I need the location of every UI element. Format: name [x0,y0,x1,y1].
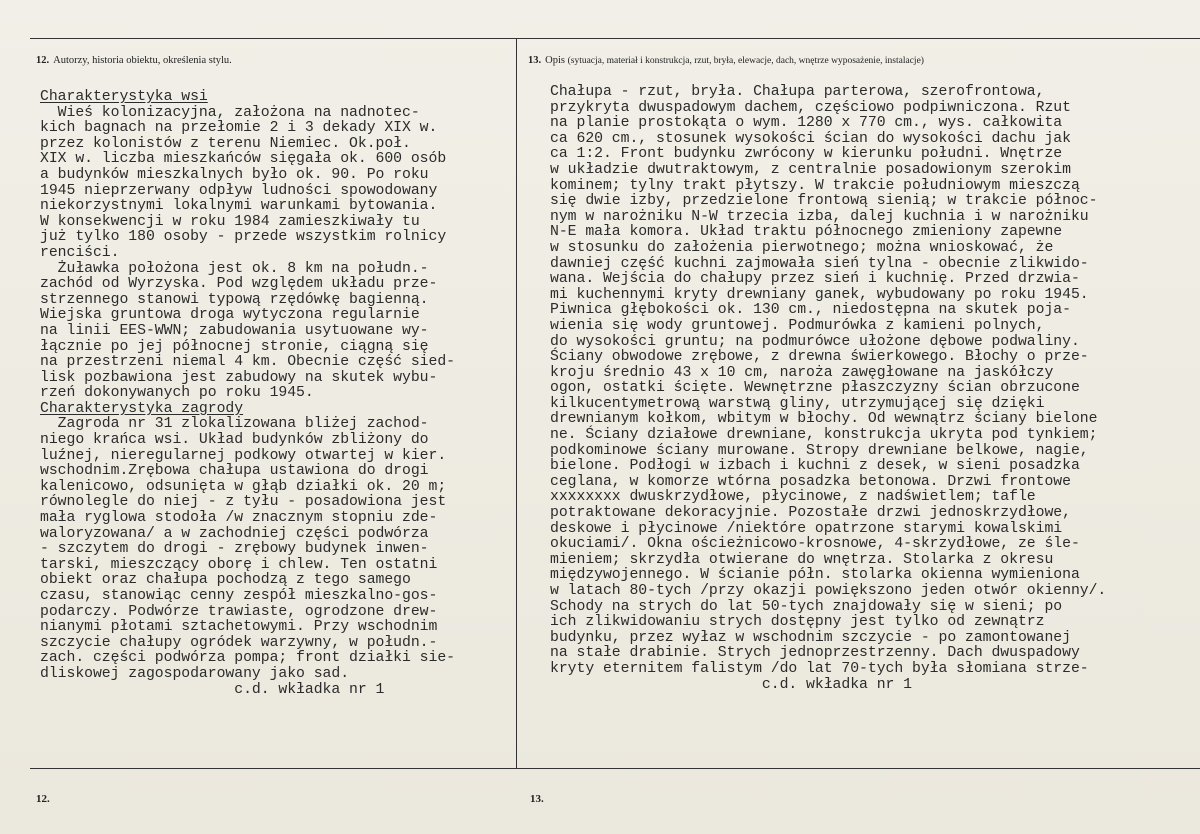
right-text-line: ca 620 cm., stosunek wysokości ścian do wysokości dachu jak [550,130,1071,147]
left-text-line: niego krańca wsi. Układ budynków zbliżony do [40,432,429,449]
right-text-line: przykryta dwuspadowym dachem, częściowo podpiwniczona. Rzut [550,99,1071,116]
left-text-line: Żuławka położona jest ok. 8 km na połudn.- [40,260,429,277]
left-text-line: Wiejska gruntowa droga wytyczona regularnie [40,307,420,324]
left-text-line: obiekt oraz chałupa pochodzą z tego samego [40,572,411,589]
left-typed-text [40,90,455,698]
right-text-line: Ściany obwodowe zrębowe, z drewna świerkowego. Błochy o prze- [550,349,1089,366]
left-text-line: już tylko 180 osoby - przede wszystkim rolnicy [40,229,447,246]
right-text-line: międzywojennego. W ścianie półn. stolarka okienna wymieniona [550,567,1080,584]
left-text-line: tarski, mieszczący oborę i chlew. Ten ostatni [40,556,438,573]
right-text-line: wienia się wody gruntowej. Podmurówka z kamieni polnych, [550,317,1045,334]
left-text-line: strzennego stanowi typową rzędówkę bagienną. [40,291,429,308]
right-text-line: ne. Ściany działowe drewniane, konstrukcja ukryta pod tynkiem; [550,427,1098,444]
right-text-line: bielone. Podłogi w izbach i kuchni z desek, w sieni posadzka [550,458,1080,475]
left-text-line: - szczytem do drogi - zrębowy budynek inwen- [40,541,429,558]
right-text-line: kryty eternitem falistym /do lat 70-tych była słomiana strze- [550,660,1089,677]
right-text-line: budynku, przez wyłaz w wschodnim szczycie - po zamontowanej [550,629,1071,646]
left-text-line: Charakterystyka wsi [40,89,208,105]
left-text-line: lisk pozbawiona jest zabudowy na skutek wybu- [40,369,438,386]
left-footer-number: 12. [36,793,50,805]
left-text-line: nianymi płotami sztachetowymi. Przy wschodnim [40,619,438,636]
left-text-line: na linii EES-WWN; zabudowania usytuowane wy- [40,322,429,339]
right-text-line: Piwnica głębokości ok. 130 cm., niedostępna na skutek poja- [550,302,1071,319]
right-text-line: Schody na strych do lat 50-tych znajdowały się w sieni; po [550,598,1063,615]
left-header-number: 12. [36,55,50,66]
right-text-line: mieniem; skrzydła otwierane do wnętrza. Stolarka z okresu [550,551,1054,568]
right-typed-text [550,85,1106,693]
right-header-subtitle: (sytuacja, materiał i konstrukcja, rzut, bryła, elewacje, dach, wnętrze wyposażenie, instalacje) [567,56,924,66]
right-text-line: na planie prostokąta o wym. 1280 x 770 cm., wys. całkowita [550,115,1063,132]
right-text-line: potraktowane dekoracyjnie. Pozostałe drzwi jednoskrzydłowe, [550,505,1071,522]
left-text-line: dliskowej zagospodarowany jako sad. [40,665,350,682]
right-text-line: xxxxxxxx dwuskrzydłowe, płycinowe, z nadświetlem; tafle [550,489,1036,506]
column-divider [516,38,517,768]
top-rule [30,38,1200,39]
right-header-title: Opis [545,55,565,66]
right-text-line: nym w narożniku N-W trzecia izba, dalej kuchnia i w narożniku [550,208,1089,225]
left-header-text: Autorzy, historia obiektu, określenia stylu. [53,55,232,66]
left-text-line: podarczy. Podwórze trawiaste, ogrodzone drew- [40,603,438,620]
left-text-line: zach. części podwórza pompa; front działki sie- [40,650,455,667]
left-text-line: czasu, stanowiąc cenny zespół mieszkalno-gos- [40,588,438,604]
left-text-line: waloryzowana/ a w zachodniej części podwórza [40,525,429,542]
right-text-line: kroju średnio 43 x 10 cm, naroża zawęgłowane na jaskółczy [550,364,1054,381]
right-text-line: mi kuchennymi kryty drewniany ganek, wybudowany po roku 1945. [550,286,1089,303]
right-text-line: w latach 80-tych /przy okazji powiększono jeden otwór okienny/. [550,583,1107,599]
right-text-line: w układzie dwutraktowym, z centralnie posadowionym szerokim [550,161,1071,178]
left-text-line: kich bagnach na przełomie 2 i 3 dekady XIX w. [40,120,438,137]
left-text-line: zachód od Wyrzyska. Pod względem układu prze- [40,276,438,293]
left-text-line: równolegle do niej - z tyłu - posadowiona jest [40,494,447,511]
right-text-line: w stosunku do założenia pierwotnego; można wnioskować, że [550,239,1054,256]
left-text-line: kalenicowo, odsunięta w głąb działki ok. 20 m; [40,478,447,495]
right-text-line: kilkucentymetrową warstwą gliny, utrzymującej się dzięki [550,395,1045,412]
right-text-line: c.d. wkładka nr 1 [550,676,913,693]
left-text-line: Wieś kolonizacyjna, założona na nadnotec- [40,104,420,121]
right-text-line: wana. Wejścia do chałupy przez sień i kuchnię. Przed drzwia- [550,271,1080,288]
right-text-line: ca 1:2. Front budynku zwrócony w kierunku południ. Wnętrze [550,146,1063,163]
right-footer-number: 13. [530,793,544,805]
left-text-line: Zagroda nr 31 zlokalizowana bliżej zachod- [40,416,429,433]
right-text-line: się dwie izby, przedzielone frontową sienią; w trakcie północ- [550,193,1098,210]
right-text-line: okuciami/. Okna ościeżnicowo-krosnowe, 4-skrzydłowe, ze śle- [550,536,1080,553]
left-text-line: niekorzystnymi lokalnymi warunkami bytowania. [40,198,438,215]
left-column-header [36,55,232,66]
left-text-line: 1945 nieprzerwany odpływ ludności spowodowany [40,182,438,199]
left-text-line: na przestrzeni niemal 4 km. Obecnie część sied- [40,354,455,371]
left-text-line: Charakterystyka zagrody [40,400,244,417]
left-text-line: wschodnim.Zrębowa chałupa ustawiona do drogi [40,463,429,480]
left-text-line: łącznie po jej północnej stronie, ciągną się [40,338,429,355]
left-text-line: W konsekwencji w roku 1984 zamieszkiwały tu [40,213,420,230]
right-text-line: do wysokości gruntu; na podmurówce ułożone dębowe podwaliny. [550,333,1080,350]
right-text-line: drewnianym kołkom, wbitym w błochy. Od wewnątrz ściany bielone [550,411,1098,428]
right-text-line: na stałe drabinie. Strych jednoprzestrzenny. Dach dwuspadowy [550,645,1080,662]
right-text-line: dawniej część kuchni zajmowała sień tylna - obecnie zlikwido- [550,255,1089,272]
left-text-line: XIX w. liczba mieszkańców sięgała ok. 600 osób [40,151,447,168]
right-column-header [528,55,924,66]
left-text-line: mała ryglowa stodoła /w znacznym stopniu zde- [40,510,438,527]
right-text-line: deskowe i płycinowe /niektóre opatrzone starymi kowalskimi [550,520,1063,537]
left-text-line: rzeń dokonywanych po roku 1945. [40,385,314,402]
left-text-line: c.d. wkładka nr 1 [40,681,385,698]
left-text-line: luźnej, nieregularnej podkowy otwartej w kier. [40,447,447,464]
left-text-line: renciści. [40,244,120,261]
left-text-line: a budynków mieszkalnych było ok. 90. Po roku [40,166,429,183]
right-text-line: ich zlikwidowaniu strych dostępny jest tylko od zewnątrz [550,614,1045,631]
bottom-rule [30,768,1200,769]
right-header-number: 13. [528,55,542,66]
right-text-line: ceglana, w komorze wtórna posadzka betonowa. Drzwi frontowe [550,473,1071,490]
right-text-line: kominem; tylny trakt płytszy. W trakcie południowym mieszczą [550,177,1080,194]
right-text-line: ogon, ostatki ścięte. Wewnętrzne płaszczyzny ścian obrzucone [550,380,1080,397]
right-text-line: podkominowe ściany murowane. Stropy drewniane belkowe, nagie, [550,442,1089,459]
right-text-line: Chałupa - rzut, bryła. Chałupa parterowa, szerofrontowa, [550,84,1045,100]
right-text-line: N-E mała komora. Układ traktu północnego zmieniony zapewne [550,224,1063,241]
left-text-line: szczycie chałupy ogródek warzywny, w połudn.- [40,634,438,651]
left-text-line: przez kolonistów z terenu Niemiec. Ok.poł. [40,135,411,152]
